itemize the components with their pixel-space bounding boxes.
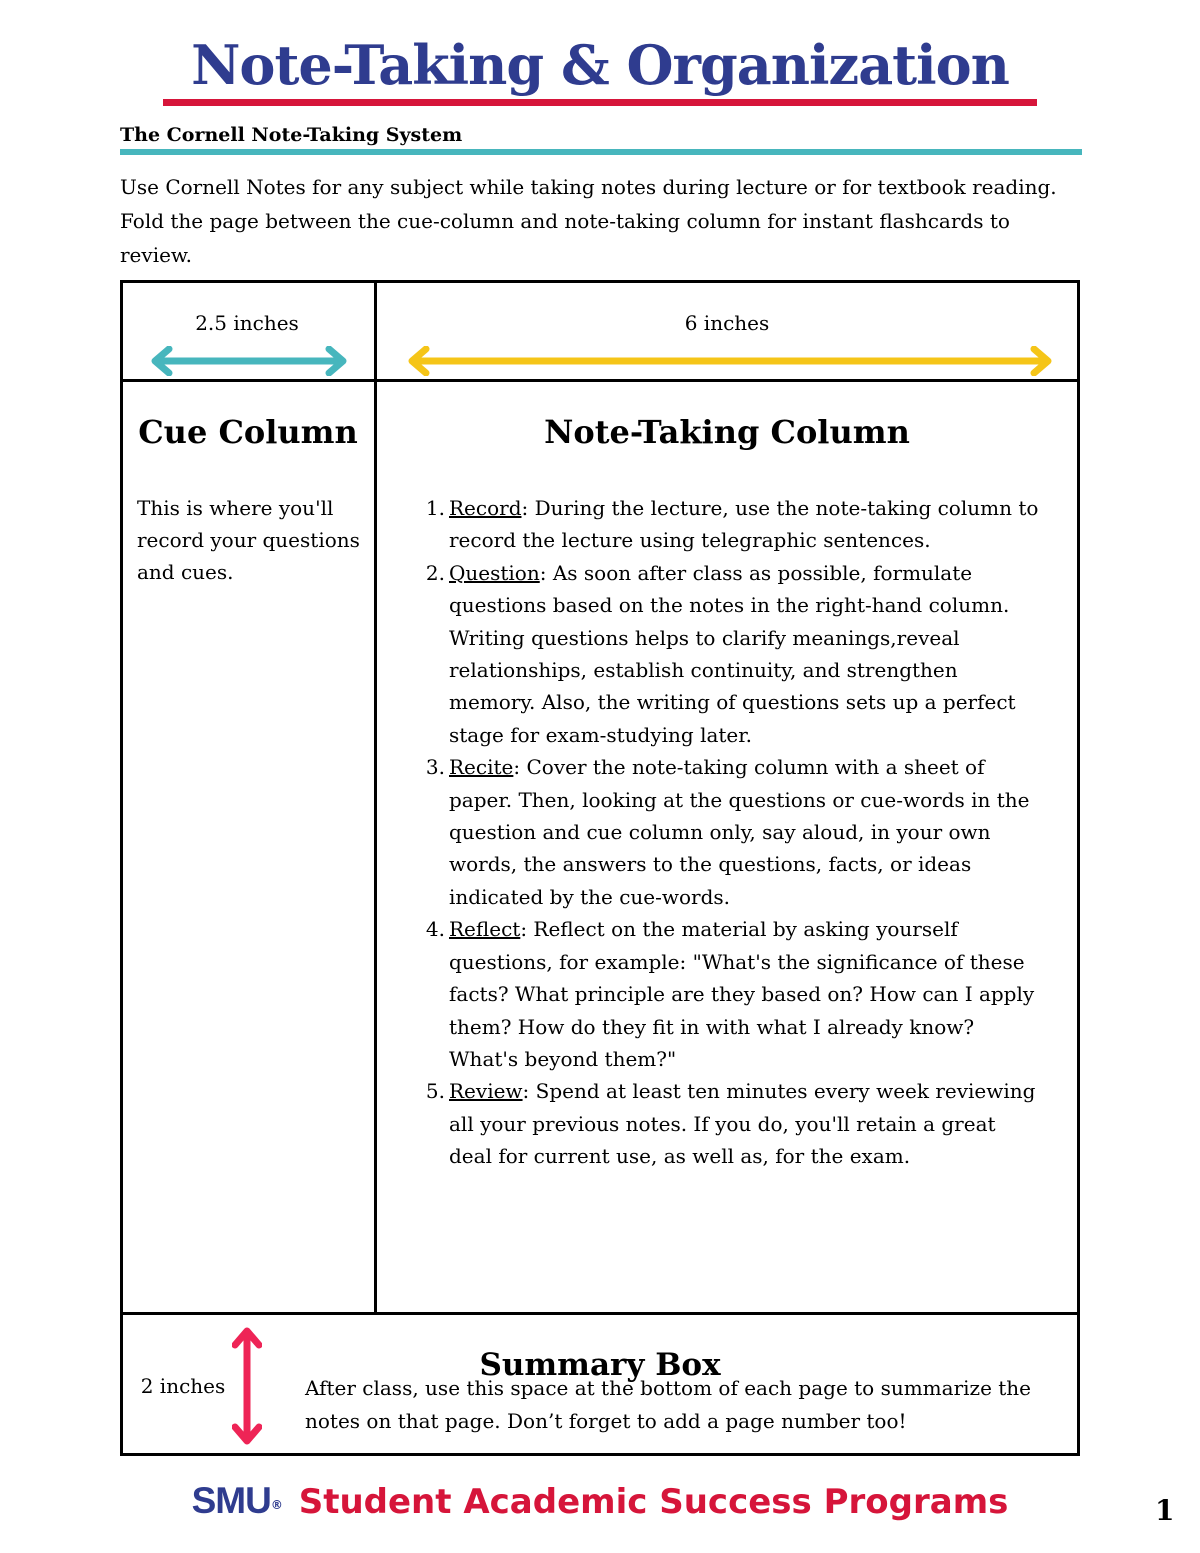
- step-term: Review: [449, 1079, 523, 1104]
- note-taking-column-heading: Note-Taking Column: [544, 413, 910, 451]
- list-item: [421, 1075, 1041, 1172]
- smu-logo: SMU: [191, 1480, 271, 1521]
- cue-column-heading: Cue Column: [138, 413, 358, 451]
- step-term: Reflect: [449, 917, 521, 942]
- list-item: [421, 751, 1041, 913]
- cue-column-text: This is where you'll record your questions and cues.: [137, 496, 360, 584]
- cornell-template-box: [120, 280, 1080, 1456]
- horizontal-double-arrow-icon: [406, 346, 1054, 376]
- section-subtitle: The Cornell Note-Taking System: [120, 124, 463, 146]
- step-number: 1.: [425, 496, 445, 520]
- summary-box-heading: Summary Box: [479, 1347, 721, 1383]
- step-text: : As soon after class as possible, formulate questions based on the notes in the right-hand column. Writing questions helps to clarify meanings,reveal relationships, establish continuity, and strengthen memory. Also, the writing of questions sets up a perfect stage for exam-studying later.: [449, 560, 1016, 747]
- list-item: [421, 913, 1041, 1075]
- registered-mark: ®: [270, 1498, 283, 1512]
- summary-divider: [123, 1312, 1077, 1315]
- dimension-row-divider: [123, 379, 1077, 382]
- program-name: Student Academic Success Programs: [298, 1482, 1009, 1522]
- step-number: 4.: [425, 917, 445, 942]
- footer-branding: [0, 1478, 1200, 1528]
- summary-box-text: After class, use this space at the bottom of each page to summarize the notes on that page. Don’t forget to add a page number too!: [305, 1376, 1032, 1433]
- intro-paragraph: Use Cornell Notes for any subject while taking notes during lecture or for textbook reading. Fold the page between the cue-column and note-taking column for instant flashcards to review.: [120, 175, 1057, 267]
- step-text: : Cover the note-taking column with a sheet of paper. Then, looking at the questions or cue-words in the question and cue column only, say aloud, in your own words, the answers to the questions, facts, or ideas indicated by the cue-words.: [449, 755, 1030, 909]
- step-term: Question: [449, 560, 540, 585]
- summary-height-label: 2 inches: [140, 1374, 226, 1398]
- cue-width-label: 2.5 inches: [195, 311, 299, 335]
- step-text: : Reflect on the material by asking yourself questions, for example: "What's the significance of these facts? What principle are they based on? How can I apply them? How do they fit in with what I already know? What's beyond them?": [449, 917, 1035, 1071]
- horizontal-double-arrow-icon: [149, 346, 349, 376]
- title-underline: [163, 99, 1037, 106]
- vertical-double-arrow-icon: [232, 1325, 262, 1447]
- step-term: Record: [449, 496, 522, 520]
- page-title: Note-Taking & Organization: [191, 33, 1009, 97]
- step-number: 2.: [425, 560, 445, 585]
- step-number: 5.: [425, 1079, 445, 1104]
- step-number: 3.: [425, 755, 445, 780]
- note-steps-list: [421, 492, 1041, 1173]
- page-number: 1: [1155, 1494, 1175, 1527]
- step-term: Recite: [449, 755, 514, 780]
- list-item: [421, 492, 1041, 557]
- notes-width-label: 6 inches: [684, 311, 770, 335]
- step-text: : Spend at least ten minutes every week reviewing all your previous notes. If you do, you'll retain a great deal for current use, as well as, for the exam.: [449, 1079, 1036, 1169]
- subtitle-underline: [120, 149, 1082, 155]
- step-text: : During the lecture, use the note-taking column to record the lecture using telegraphic sentences.: [449, 496, 1039, 553]
- list-item: [421, 557, 1041, 751]
